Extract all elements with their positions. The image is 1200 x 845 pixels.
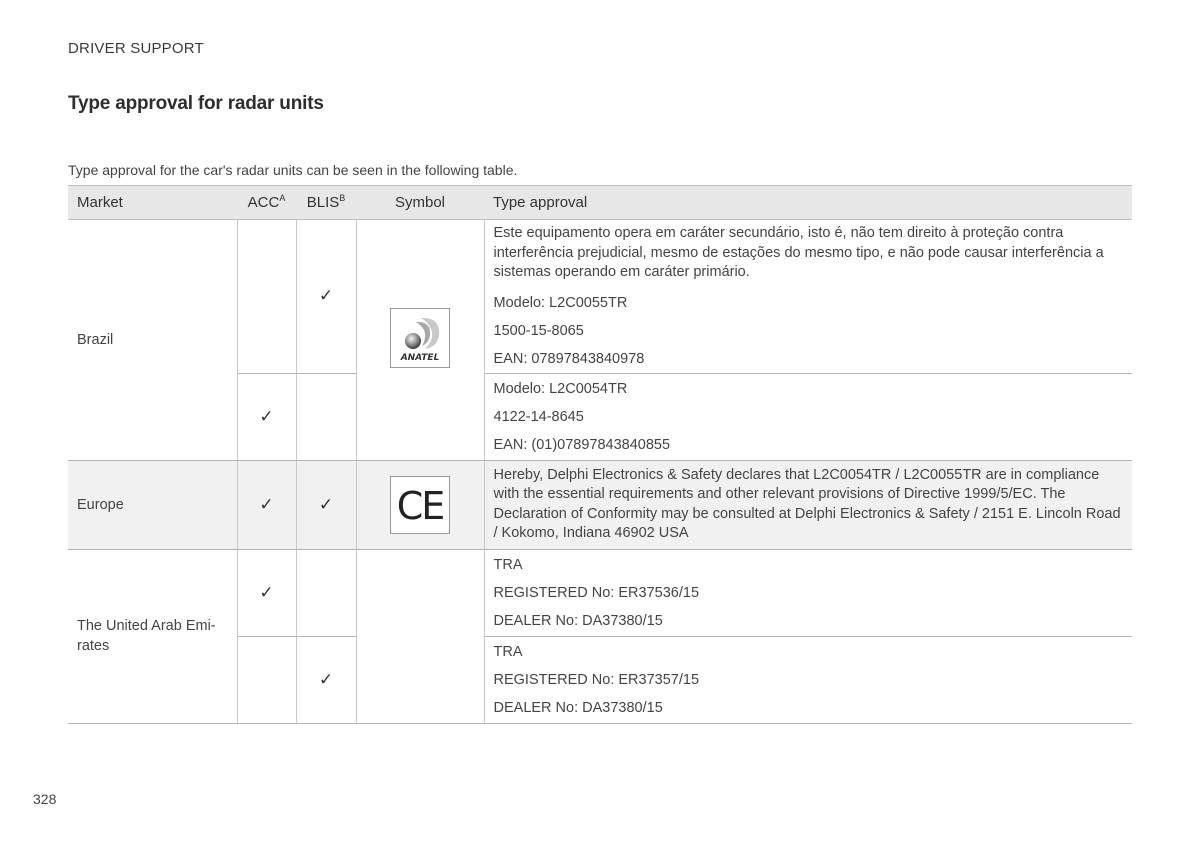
acc-cell-empty	[237, 220, 296, 374]
approval-line: EAN: (01)07897843840855	[493, 436, 671, 453]
footnote-marker: B	[339, 193, 346, 203]
svg-text:ANATEL: ANATEL	[400, 353, 440, 363]
table-row-brazil-blis	[68, 220, 1132, 374]
market-cell-brazil: Brazil	[68, 220, 237, 461]
type-approval-cell	[484, 549, 1132, 636]
approval-line: Modelo: L2C0055TR	[493, 294, 628, 311]
acc-check: ✓	[237, 460, 296, 549]
approval-line: 1500-15-8065	[493, 322, 584, 339]
svg-text:CE: CE	[396, 483, 444, 528]
market-cell-uae: The United Arab Emi- rates	[68, 549, 237, 723]
blis-check: ✓	[296, 636, 356, 723]
ce-mark-logo	[390, 476, 450, 534]
blis-cell-empty	[296, 549, 356, 636]
column-header-acc: $ACC^A$	[247, 193, 286, 211]
blis-cell-empty	[296, 373, 356, 460]
blis-check: ✓	[296, 220, 356, 374]
type-approval-cell	[484, 460, 1132, 549]
table-row-europe	[68, 460, 1132, 549]
symbol-cell-europe	[356, 460, 484, 549]
type-approval-cell	[484, 220, 1132, 374]
table-header-row	[68, 186, 1132, 220]
type-approval-cell	[484, 636, 1132, 723]
column-header-blis: $BLIS^B$	[306, 193, 346, 211]
approval-line: REGISTERED No: ER37536/15	[493, 584, 700, 601]
approval-line: Modelo: L2C0054TR	[493, 380, 628, 397]
market-cell-europe: Europe	[68, 460, 237, 549]
acc-cell-empty	[237, 636, 296, 723]
symbol-cell-brazil	[356, 220, 484, 461]
page-number: 328	[33, 791, 57, 807]
blis-check: ✓	[296, 460, 356, 549]
approval-paragraph: Hereby, Delphi Electronics & Safety declares that L2C0054TR / L2C0055TR are in compliance with the essential requirements and other relevant provisions of Directive 1999/5/EC. The Declaration of Conformity may be consulted at Delphi Electronics & Safety / 2151 E. Lincoln Road / Kokomo, Indiana 46902 USA	[493, 466, 1121, 541]
intro-text: Type approval for the car's radar units can be seen in the following table.	[68, 162, 518, 178]
approval-line: REGISTERED No: ER37357/15	[493, 671, 700, 688]
approval-line: 4122-14-8645	[493, 408, 584, 425]
column-header-type-approval: Type approval	[493, 194, 588, 211]
approval-line: DEALER No: DA37380/15	[493, 699, 663, 716]
page-title: Type approval for radar units	[68, 93, 324, 114]
type-approval-cell	[484, 373, 1132, 460]
type-approval-table	[68, 185, 1132, 724]
anatel-logo	[390, 308, 450, 368]
column-header-symbol: Symbol	[394, 194, 446, 211]
approval-paragraph: Este equipamento opera em caráter secundário, isto é, não tem direito à proteção contra interferência prejudicial, mesmo de estações do mesmo tipo, e não pode causar interferência a sistemas operando em caráter primário.	[493, 225, 1104, 280]
footnote-marker: A	[279, 193, 286, 203]
acc-check: ✓	[237, 373, 296, 460]
approval-line: TRA	[493, 643, 523, 660]
approval-line: TRA	[493, 556, 523, 573]
table-row-uae-acc	[68, 549, 1132, 636]
section-header: DRIVER SUPPORT	[68, 40, 204, 57]
symbol-cell-empty	[356, 549, 484, 723]
column-header-market: Market	[77, 194, 123, 211]
acc-check: ✓	[237, 549, 296, 636]
approval-line: DEALER No: DA37380/15	[493, 612, 663, 629]
approval-line: EAN: 07897843840978	[493, 350, 645, 367]
